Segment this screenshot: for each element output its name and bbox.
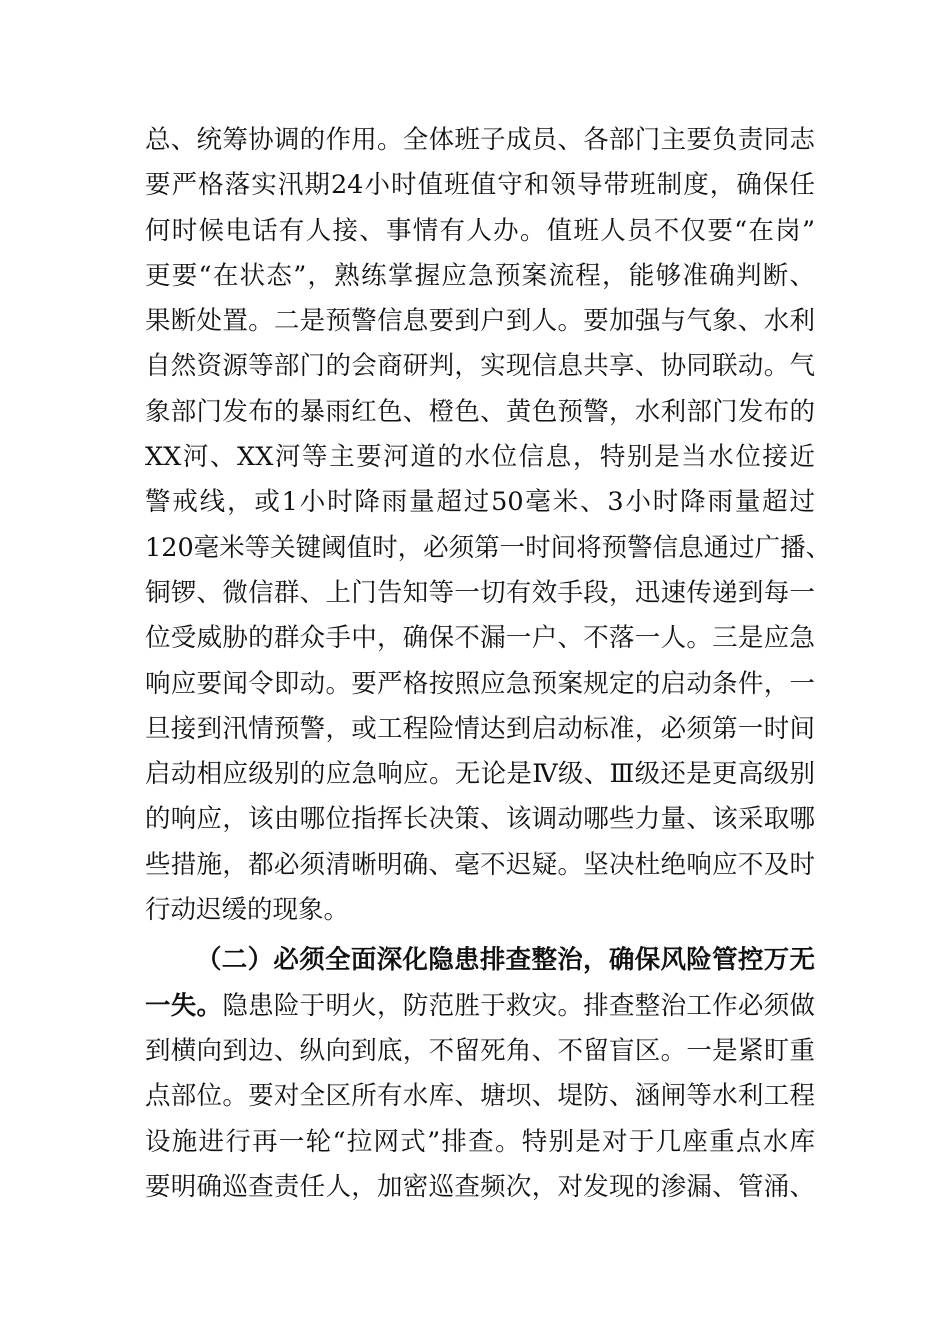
paragraph-2	[145, 938, 815, 1210]
text-line: 位受威胁的群众手中，确保不漏一户、不落一人。三是应急	[145, 623, 815, 654]
text-line: 点部位。要对全区所有水库、塘坝、堤防、涵闸等水利工程	[145, 1081, 815, 1112]
text-line: 到横向到边、纵向到底，不留死角、不留盲区。一是紧盯重	[145, 1035, 815, 1066]
text-line: 的响应，该由哪位指挥长决策、该调动哪些力量、该采取哪	[145, 804, 815, 835]
text-line: 更要“在状态”，熟练掌握应急预案流程，能够准确判断、	[145, 260, 815, 291]
section-heading: （二）必须全面深化隐患排查整治，确保风险管控万无	[196, 945, 815, 976]
text-line: 响应要闻令即动。要严格按照应急预案规定的启动条件，一	[145, 668, 815, 699]
text-line: 要明确巡查责任人，加密巡查频次，对发现的渗漏、管涌、	[145, 1171, 815, 1202]
text-line: 要严格落实汛期24小时值班值守和领导带班制度，确保任	[145, 170, 815, 201]
text-line: 何时候电话有人接、事情有人办。值班人员不仅要“在岗”	[145, 215, 815, 246]
text-line: 些措施，都必须清晰明确、毫不迟疑。坚决杜绝响应不及时	[145, 849, 815, 880]
text-line: 象部门发布的暴雨红色、橙色、黄色预警，水利部门发布的	[145, 396, 815, 427]
text-line: 果断处置。二是预警信息要到户到人。要加强与气象、水利	[145, 306, 815, 337]
text-line: 旦接到汛情预警，或工程险情达到启动标准，必须第一时间	[145, 713, 815, 744]
document-body	[145, 118, 832, 1210]
text-line: 行动迟缓的现象。	[145, 895, 350, 926]
text-line: 设施进行再一轮“拉网式”排查。特别是对于几座重点水库	[145, 1126, 815, 1157]
text-line: XX河、XX河等主要河道的水位信息，特别是当水位接近	[145, 442, 815, 473]
text-line: 120毫米等关键阈值时，必须第一时间将预警信息通过广播、	[145, 532, 832, 563]
text-line: 总、统筹协调的作用。全体班子成员、各部门主要负责同志	[145, 125, 815, 155]
text-line: 启动相应级别的应急响应。无论是Ⅳ级、Ⅲ级还是更高级别	[145, 759, 815, 790]
paragraph-1	[145, 118, 832, 933]
section-heading-end: 一失。	[145, 990, 223, 1021]
text-line: 自然资源等部门的会商研判，实现信息共享、协同联动。气	[145, 351, 815, 382]
text-run: 隐患险于明火，防范胜于救灾。排查整治工作必须做	[222, 990, 815, 1021]
text-line	[145, 984, 815, 1029]
text-line: 铜锣、微信群、上门告知等一切有效手段，迅速传递到每一	[145, 577, 815, 608]
text-line: 警戒线，或1小时降雨量超过50毫米、3小时降雨量超过	[145, 487, 815, 518]
